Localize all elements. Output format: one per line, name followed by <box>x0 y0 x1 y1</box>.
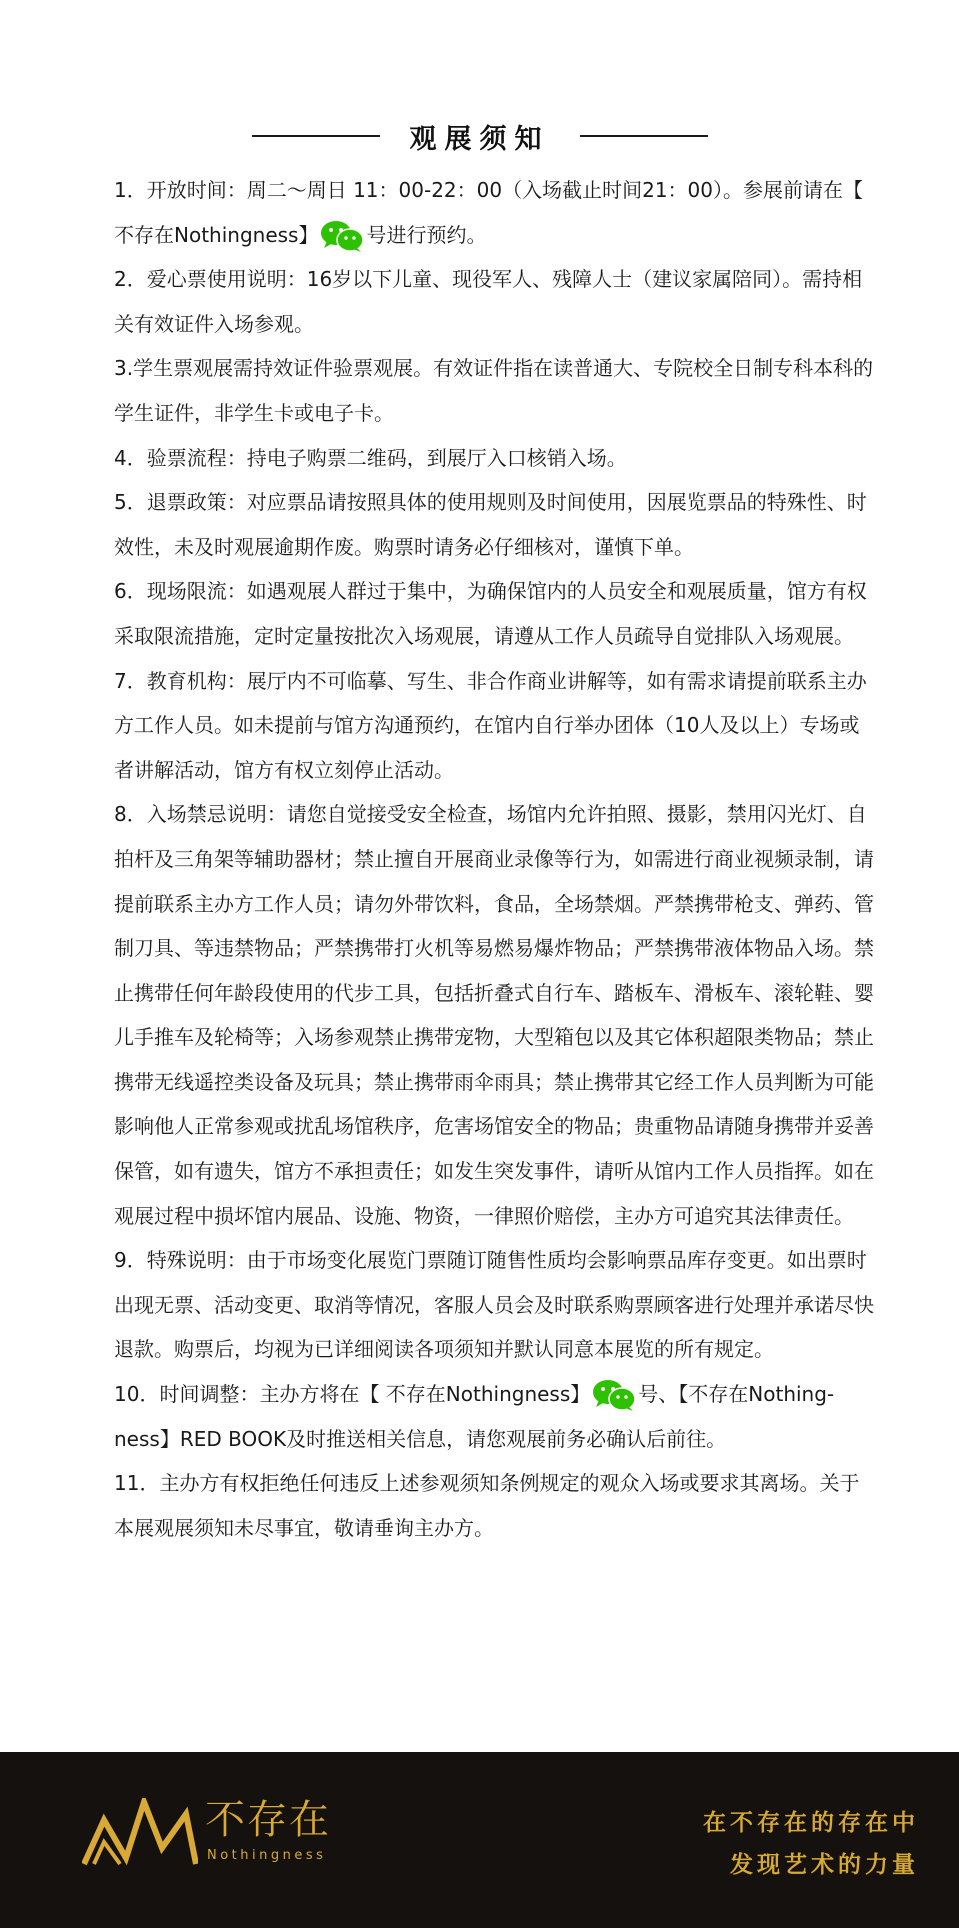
notice-content <box>114 168 874 1550</box>
notice-item-6: 6．现场限流：如遇观展人群过于集中，为确保馆内的人员安全和观展质量，馆方有权采取限流措施，定时定量按批次入场观展，请遵从工作人员疏导自觉排队入场观展。 <box>114 579 867 648</box>
wechat-icon <box>320 220 364 252</box>
notice-item-10-text-b: 号、【不存在Nothing-ness】RED BOOK及时推送相关信息，请您观展前务必确认后前往。 <box>114 1382 835 1451</box>
logo-chinese-text: 不存在 <box>205 1797 331 1843</box>
notice-item-10-text-a: 10．时间调整：主办方将在【 不存在Nothingness】 <box>114 1382 591 1407</box>
notice-item-9: 9．特殊说明：由于市场变化展览门票随订随售性质均会影响票品库存变更。如出票时出现无票、活动变更、取消等情况，客服人员会及时联系购票顾客进行处理并承诺尽快退款。购票后，均视为已详细阅读各项须知并默认同意本展览的所有规定。 <box>114 1248 874 1362</box>
wechat-icon <box>592 1379 636 1411</box>
notice-item-4: 4．验票流程：持电子购票二维码，到展厅入口核销入场。 <box>114 445 627 470</box>
logo-english-text: Nothingness <box>207 1848 327 1863</box>
notice-item-2: 2．爱心票使用说明：16岁以下儿童、现役军人、残障人士（建议家属陪同）。需持相关有效证件入场参观。 <box>114 267 863 336</box>
notice-item-10 <box>114 1372 874 1461</box>
notice-item-1-text-b: 号进行预约。 <box>366 222 487 247</box>
title-right-rule <box>580 135 708 137</box>
slogan-line-1: 在不存在的存在中 <box>703 1810 919 1836</box>
title-row <box>0 112 959 160</box>
notice-item-1-text-a: 1．开放时间：周二～周日 11：00-22：00（入场截止时间21：00）。参展前请在【 不存在Nothingness】 <box>114 178 863 247</box>
notice-item-8: 8．入场禁忌说明：请您自觉接受安全检查，场馆内允许拍照、摄影，禁用闪光灯、自拍杆及三角架等辅助器材；禁止擅自开展商业录像等行为，如需进行商业视频录制，请提前联系主办方工作人员；请勿外带饮料，食品，全场禁烟。严禁携带枪支、弹药、管制刀具、等违禁物品；严禁携带打火机等易燃易爆炸物品；严禁携带液体物品入场。禁止携带任何年龄段使用的代步工具，包括折叠式自行车、踏板车、滑板车、滚轮鞋、婴儿手推车及轮椅等；入场参观禁止携带宠物，大型箱包以及其它体积超限类物品；禁止携带无线遥控类设备及玩具；禁止携带雨伞雨具；禁止携带其它经工作人员判断为可能影响他人正常参观或扰乱场馆秩序，危害场馆安全的物品；贵重物品请随身携带并妥善保管，如有遗失，馆方不承担责任；如发生突发事件，请听从馆内工作人员指挥。如在观展过程中损坏馆内展品、设施、物资，一律照价赔偿，主办方可追究其法律责任。 <box>114 802 874 1228</box>
slogan-line-2: 发现艺术的力量 <box>730 1852 919 1878</box>
title-left-rule <box>252 135 380 137</box>
notice-item-1 <box>114 168 874 257</box>
notice-item-7: 7．教育机构：展厅内不可临摹、写生、非合作商业讲解等，如有需求请提前联系主办方工作人员。如未提前与馆方沟通预约，在馆内自行举办团体（10人及以上）专场或者讲解活动，馆方有权立刻停止活动。 <box>114 668 867 782</box>
notice-item-5: 5．退票政策：对应票品请按照具体的使用规则及时间使用，因展览票品的特殊性、时效性，未及时观展逾期作废。购票时请务必仔细核对，谨慎下单。 <box>114 490 867 559</box>
page-title: 观展须知 <box>409 123 550 155</box>
notice-item-3: 3.学生票观展需持效证件验票观展。有效证件指在读普通大、专院校全日制专科本科的学生证件，非学生卡或电子卡。 <box>114 356 874 425</box>
footer-banner <box>0 1752 959 1928</box>
nothingness-logo-icon <box>82 1798 198 1868</box>
notice-item-11: 11．主办方有权拒绝任何违反上述参观须知条例规定的观众入场或要求其离场。关于本展观展须知未尽事宜，敬请垂询主办方。 <box>114 1471 860 1540</box>
